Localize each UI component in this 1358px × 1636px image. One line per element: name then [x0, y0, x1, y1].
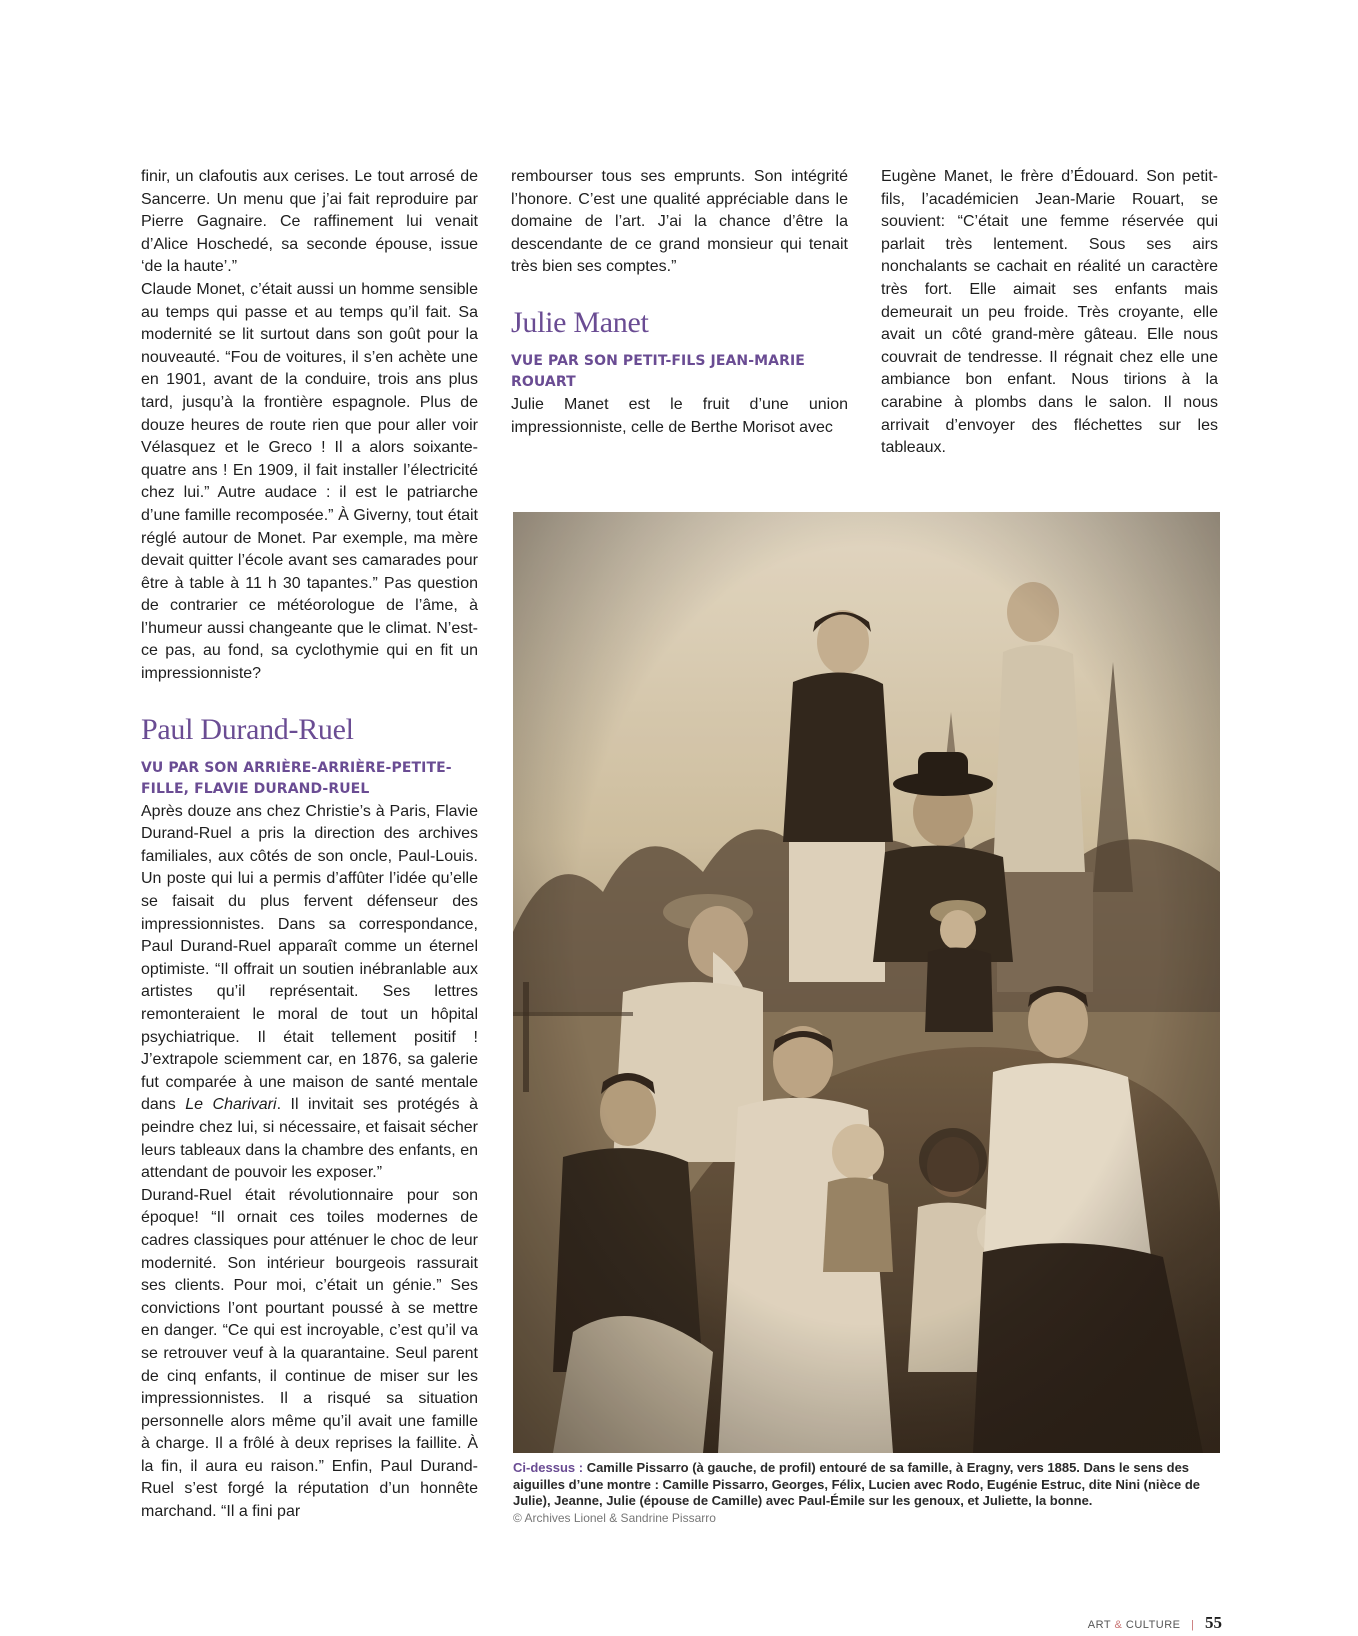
- text-column-1: [141, 166, 478, 1524]
- family-photo: [513, 512, 1220, 1453]
- paragraph: rembourser tous ses emprunts. Son intégrité l’honore. C’est une qualité appréciable dans le domaine de l’art. J’ai la chance d’être la descendante de ce grand monsieur qui tenait très bien ses comptes.”: [511, 168, 848, 276]
- caption-label: Ci-dessus :: [513, 1460, 584, 1475]
- footer-section-part1: ART: [1087, 1619, 1111, 1631]
- photo-sepia-tone: [513, 512, 1220, 1453]
- caption-text: Camille Pissarro (à gauche, de profil) entouré de sa famille, à Eragny, vers 1885. Dans le sens des aiguilles d’une montre : Camille Pissarro, Georges, Félix, Lucien avec Rodo, Eugénie Estruc, dite Nini (nièce de Julie), Jeanne, Julie (épouse de Camille) avec Paul-Émile sur les genoux, et Juliette, la bonne.: [513, 1460, 1201, 1508]
- footer-separator: |: [1191, 1619, 1195, 1631]
- paragraph: Claude Monet, c’était aussi un homme sensible au temps qui passe et au temps qu’il fait. Sa modernité se lit surtout dans son goût pour la nouveauté. “Fou de voitures, il s’en achète une en 1901, avant de la conduire, trois ans plus tard, jusqu’à la frontière espagnole. Plus de douze heures de route rien que pour aller voir Vélasquez et le Greco ! Il a alors soixante-quatre ans ! En 1909, il fait installer l’électricité chez lui.” Autre audace : il est le patriarche d’une famille recomposée.” À Giverny, tout était réglé autour de Monet. Par exemple, ma mère devait quitter l’école avant ses camarades pour être à table à 11 h 30 tapantes.” Pas question de contrarier ce météorologue de l’âme, à l’humeur aussi changeante que le climat. N’est-ce pas, au fond, sa cyclothymie qui en fit un impressionniste?: [141, 280, 478, 683]
- section-title-durand-ruel: Paul Durand-Ruel: [141, 712, 354, 746]
- paragraph: Durand-Ruel était révolutionnaire pour son époque! “Il ornait ces toiles modernes de cadres classiques pour atténuer le choc de leur modernité. Son intérieur bourgeois rassurait ses clients. Pour moi, c’était un génie.” Ses convictions l’ont pourtant poussé à se mettre en danger. “Ce qui est incroyable, c’est qu’il va se retrouver veuf à la quarantaine. Seul parent de cinq enfants, il continue de miser sur les impressionnistes. Il a risqué sa situation personnelle alors même qu’il avait une famille à charge. Il a frôlé à deux reprises la faillite. À la fin, il aura eu raison.” Enfin, Paul Durand-Ruel s’est forgé la réputation d’un honnête marchand. “Il a fini par: [141, 1186, 478, 1521]
- text-column-3: [881, 166, 1218, 460]
- page-number: 55: [1205, 1613, 1222, 1632]
- photo-credit: © Archives Lionel & Sandrine Pissarro: [513, 1511, 716, 1525]
- paragraph: Eugène Manet, le frère d’Édouard. Son petit-fils, l’académicien Jean-Marie Rouart, se souvient: “C’était une femme réservée qui parlait très lentement. Sous ses airs nonchalants se cachait en réalité un caractère très fort. Elle aimait ses enfants mais demeurait un peu froide. Très croyante, elle avait un côté grand-mère gâteau. Elle nous couvrait de tendresse. Il régnait chez elle une ambiance bon enfant. Nous tirions à la carabine à plombs dans le salon. Il nous arrivait d’envoyer des fléchettes sur les tableaux.: [881, 168, 1218, 457]
- text-run: Après douze ans chez Christie’s à Paris, Flavie Durand-Ruel a pris la direction des archives familiales, aux côtés de son oncle, Paul-Louis. Un poste qui lui a permis d’affûter l’idée qu’elle se faisait du plus fervent défenseur des impressionnistes. Dans sa correspondance, Paul Durand-Ruel apparaît comme un éternel optimiste. “Il offrait un soutien inébranlable aux artistes qu’il représentait. Ses lettres remonteraient le moral de tout un hôpital psychiatrique. Il était tellement positif ! J’extrapole sciemment car, en 1876, sa galerie fut comparée à une maison de santé mentale dans: [141, 802, 478, 1114]
- page-footer: [1088, 1614, 1222, 1634]
- paragraph: [141, 801, 478, 1185]
- publication-title: Le Charivari: [185, 1096, 277, 1114]
- section-title-julie-manet: Julie Manet: [511, 305, 649, 339]
- photo-caption: [513, 1460, 1220, 1510]
- text-run: . Il invitait ses protégés à peindre chez lui, si nécessaire, et faisait sécher leurs tableaux dans la chambre des enfants, en attendant de pouvoir les exposer.”: [141, 1096, 479, 1182]
- paragraph: Julie Manet est le fruit d’une union impressionniste, celle de Berthe Morisot avec: [511, 395, 848, 436]
- footer-ampersand: &: [1114, 1619, 1123, 1631]
- footer-section-part2: CULTURE: [1125, 1619, 1181, 1631]
- section-subtitle-durand-ruel: VU PAR SON ARRIÈRE-ARRIÈRE-PETITE-FILLE, FLAVIE DURAND-RUEL: [141, 759, 452, 798]
- section-subtitle-julie-manet: VUE PAR SON PETIT-FILS JEAN-MARIE ROUART: [511, 352, 805, 391]
- paragraph: finir, un clafoutis aux cerises. Le tout arrosé de Sancerre. Un menu que j’ai fait reproduire par Pierre Gagnaire. Ce raffinement lui venait d’Alice Hoschedé, sa seconde épouse, issue ‘de la haute’.”: [141, 168, 478, 276]
- text-column-2: [511, 166, 848, 439]
